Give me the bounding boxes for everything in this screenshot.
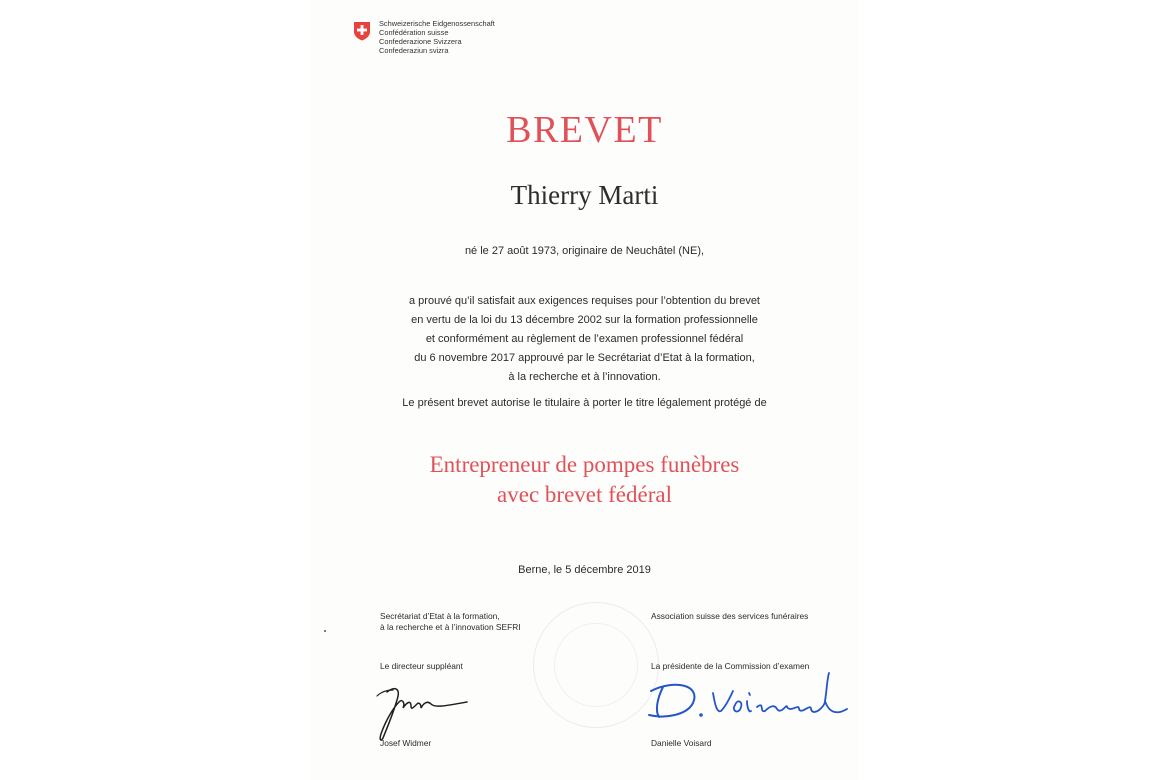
- body-line: a prouvé qu’il satisfait aux exigences requises pour l’obtention du brevet: [409, 295, 760, 307]
- profession-line: Entrepreneur de pompes funèbres: [429, 452, 740, 477]
- profession-line: avec brevet fédéral: [497, 482, 672, 507]
- left-organization-line: à la recherche et à l’innovation SEFRI: [380, 622, 521, 632]
- profession-title: [311, 450, 858, 510]
- right-signatory-name: Danielle Voisard: [651, 738, 712, 748]
- right-signatory-role: La présidente de la Commission d’examen: [651, 661, 810, 671]
- paper-speck: [324, 630, 326, 632]
- left-signatory-role: Le directeur suppléant: [380, 661, 463, 671]
- certificate-title: BREVET: [506, 109, 663, 151]
- confederation-names: [379, 19, 495, 55]
- certificate-body: [311, 292, 858, 387]
- certificate-document: [311, 0, 858, 780]
- confederation-name-it: Confederazione Svizzera: [379, 37, 462, 46]
- body-line: à la recherche et à l’innovation.: [508, 371, 661, 383]
- authorization-line: Le présent brevet autorise le titulaire à porter le titre légalement protégé de: [402, 397, 767, 409]
- confederation-name-fr: Confédération suisse: [379, 28, 449, 37]
- confederation-name-de: Schweizerische Eidgenossenschaft: [379, 19, 495, 28]
- body-line: en vertu de la loi du 13 décembre 2002 sur la formation professionnelle: [411, 314, 758, 326]
- holder-name: Thierry Marti: [510, 180, 659, 210]
- confederation-name-rm: Confederaziun svizra: [379, 46, 449, 55]
- left-signature: [373, 678, 473, 742]
- place-and-date: Berne, le 5 décembre 2019: [518, 564, 651, 576]
- body-line: et conformément au règlement de l’examen professionnel fédéral: [425, 333, 744, 345]
- right-signature: [641, 665, 859, 727]
- right-organization: Association suisse des services funéraires: [651, 611, 809, 621]
- swiss-shield-icon: [353, 21, 371, 41]
- left-organization: [380, 611, 521, 633]
- swiss-confederation-logo: [353, 19, 495, 55]
- left-signatory-name: Josef Widmer: [380, 738, 432, 748]
- body-line: du 6 novembre 2017 approuvé par le Secrétariat d’Etat à la formation,: [414, 352, 755, 364]
- left-organization-line: Secrétariat d’Etat à la formation,: [380, 611, 500, 621]
- birth-origin-line: né le 27 août 1973, originaire de Neuchâtel (NE),: [464, 245, 705, 257]
